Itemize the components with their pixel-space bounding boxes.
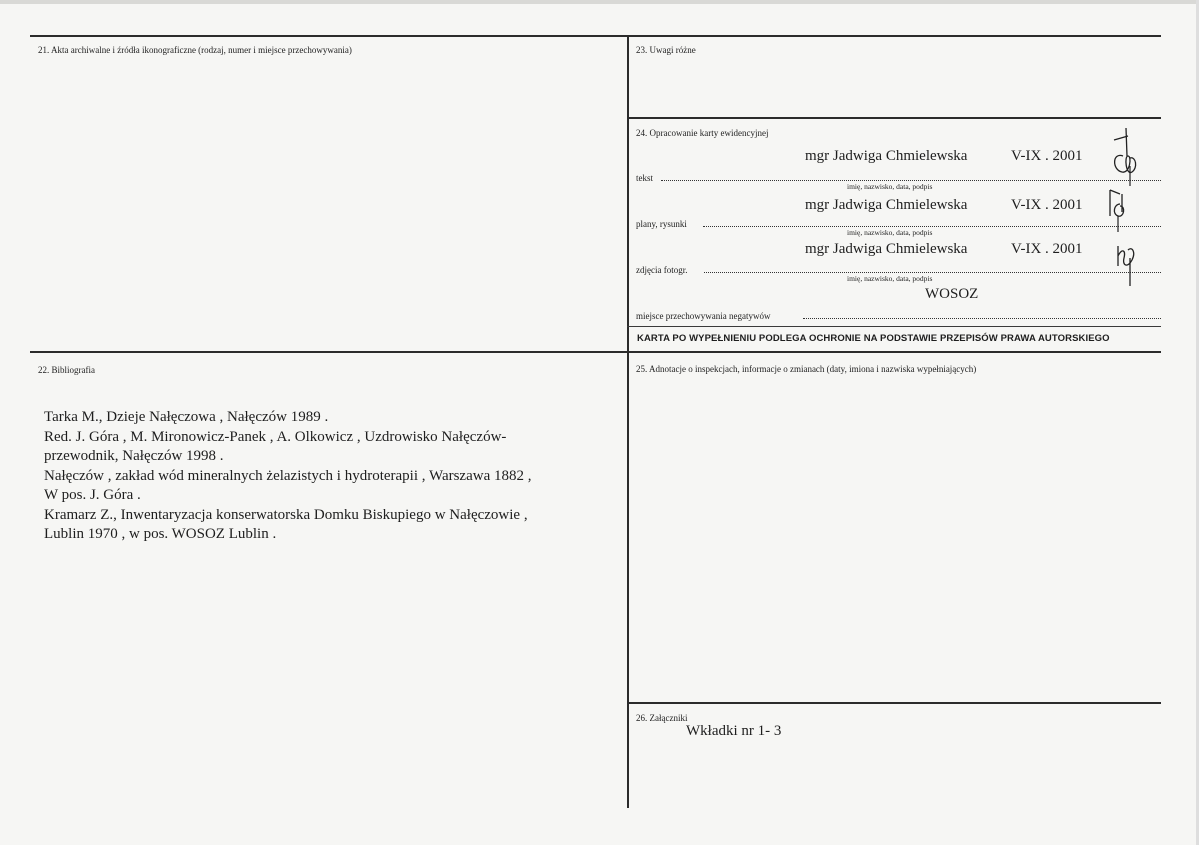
bibliography-line: Nałęczów , zakład wód mineralnych żelazistych i hydroterapii , Warszawa 1882 ,: [44, 467, 532, 484]
column-divider: [627, 35, 629, 808]
negatives-storage-label: miejsce przechowywania negatywów: [636, 311, 771, 321]
paper-top-edge: [0, 0, 1199, 4]
field-label-plany: plany, rysunki: [636, 219, 687, 229]
field-label-tekst: tekst: [636, 173, 653, 183]
attachments-value: Wkładki nr 1- 3: [686, 723, 782, 739]
field-caption: imię, nazwisko, data, podpis: [847, 274, 933, 283]
author-date: V-IX . 2001: [1011, 197, 1083, 213]
field-caption: imię, nazwisko, data, podpis: [847, 228, 933, 237]
author-date: V-IX . 2001: [1011, 148, 1083, 164]
section-26-label: 26. Załączniki: [636, 713, 688, 723]
section-25-26-divider: [627, 702, 1161, 704]
dotted-line: [703, 226, 1161, 227]
section-22-label: 22. Bibliografia: [38, 365, 95, 375]
top-border: [30, 35, 1161, 37]
author-date: V-IX . 2001: [1011, 241, 1083, 257]
section-21-label: 21. Akta archiwalne i źródła ikonograficzne (rodzaj, numer i miejsce przechowywania): [38, 45, 352, 55]
signature-icon: [1108, 126, 1142, 188]
section-23-label: 23. Uwagi różne: [636, 45, 696, 55]
middle-border: [30, 351, 1161, 353]
author-name: mgr Jadwiga Chmielewska: [805, 241, 968, 257]
dotted-line: [704, 272, 1161, 273]
negatives-storage-value: WOSOZ: [925, 286, 979, 302]
bibliography-line: Red. J. Góra , M. Mironowicz-Panek , A. Olkowicz , Uzdrowisko Nałęczów-: [44, 428, 507, 445]
bibliography-line: Kramarz Z., Inwentaryzacja konserwatorska Domku Biskupiego w Nałęczowie ,: [44, 506, 528, 523]
bibliography-line: Lublin 1970 , w pos. WOSOZ Lublin .: [44, 526, 277, 542]
field-caption: imię, nazwisko, data, podpis: [847, 182, 933, 191]
copyright-notice: KARTA PO WYPEŁNIENIU PODLEGA OCHRONIE NA PODSTAWIE PRZEPISÓW PRAWA AUTORSKIEGO: [637, 333, 1110, 344]
section-24-label: 24. Opracowanie karty ewidencyjnej: [636, 128, 769, 138]
author-name: mgr Jadwiga Chmielewska: [805, 197, 968, 213]
signature-icon: [1100, 186, 1134, 234]
section-23-24-divider: [627, 117, 1161, 119]
dotted-line: [661, 180, 1161, 181]
bibliography-line: W pos. J. Góra .: [44, 487, 141, 503]
notice-top-rule: [627, 326, 1161, 327]
field-label-zdjecia: zdjęcia fotogr.: [636, 265, 688, 275]
author-name: mgr Jadwiga Chmielewska: [805, 148, 968, 164]
bibliography-list: [44, 408, 532, 545]
section-25-label: 25. Adnotacje o inspekcjach, informacje o zmianach (daty, imiona i nazwiska wypełniających): [636, 364, 977, 374]
bibliography-line: przewodnik, Nałęczów 1998 .: [44, 448, 224, 464]
dotted-line: [803, 318, 1161, 319]
bibliography-line: Tarka M., Dzieje Nałęczowa , Nałęczów 1989 .: [44, 409, 329, 425]
signature-icon: [1110, 238, 1144, 288]
